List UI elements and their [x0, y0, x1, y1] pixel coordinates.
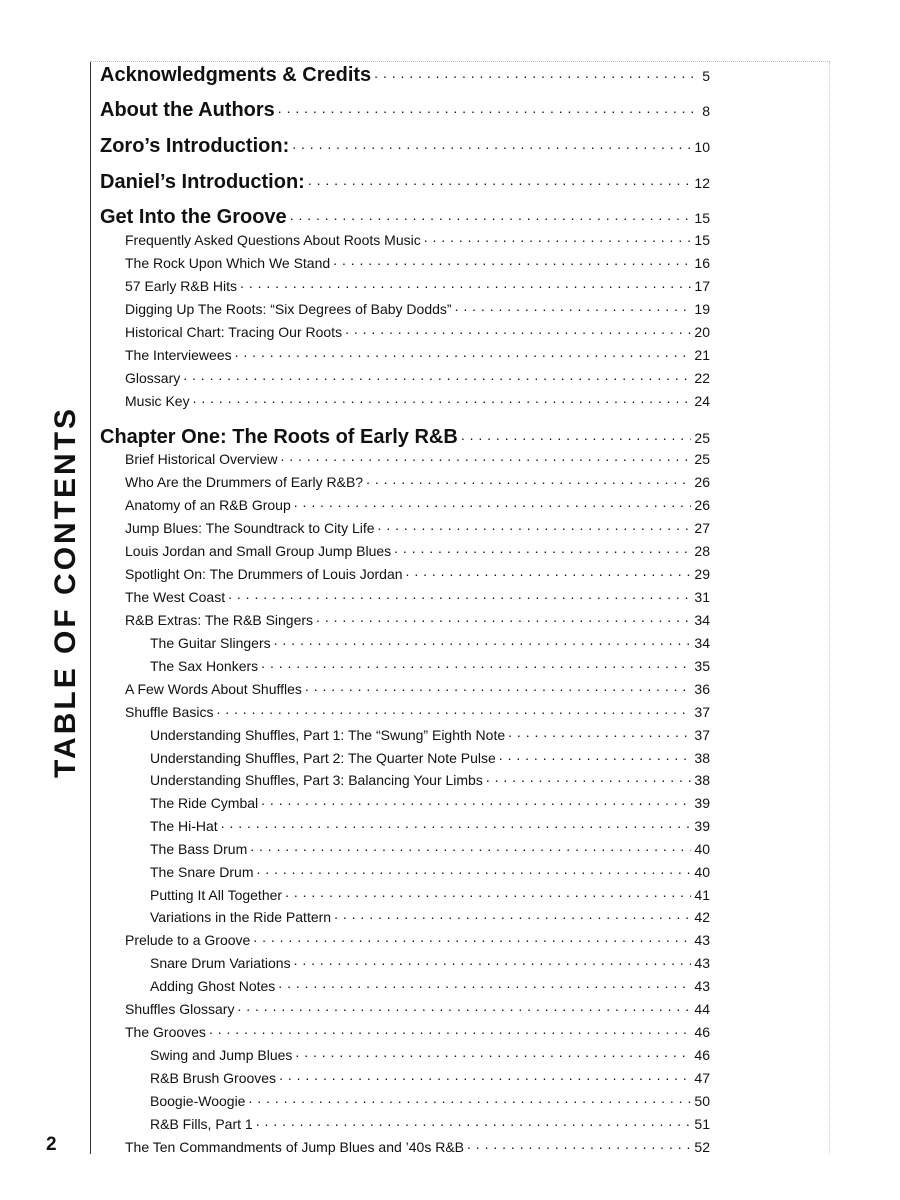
dot-leader [183, 369, 691, 383]
toc-entry-page: 39 [694, 818, 710, 834]
toc-entry[interactable] [125, 542, 710, 559]
toc-entry[interactable] [150, 657, 710, 674]
toc-entry-page: 28 [694, 543, 710, 559]
toc-entry-page: 46 [694, 1024, 710, 1040]
toc-entry-page: 5 [702, 68, 710, 84]
toc-entry-page: 47 [694, 1070, 710, 1086]
dot-leader [256, 863, 691, 877]
dot-leader [486, 771, 692, 785]
toc-entry-page: 46 [694, 1047, 710, 1063]
dot-leader [424, 231, 692, 245]
dot-leader [209, 1023, 691, 1037]
dot-leader [250, 840, 691, 854]
toc-entry-title: The Hi-Hat [150, 818, 218, 834]
toc-entry[interactable] [125, 392, 710, 409]
toc-entry-page: 24 [694, 393, 710, 409]
toc-entry-page: 26 [694, 497, 710, 513]
toc-entry-title: The Snare Drum [150, 864, 254, 880]
toc-entry-page: 40 [694, 841, 710, 857]
toc-entry-title: The Ride Cymbal [150, 795, 259, 811]
toc-entry[interactable] [150, 908, 710, 925]
toc-entry-title: Variations in the Ride Pattern [150, 909, 332, 925]
toc-entry[interactable] [150, 886, 710, 903]
dot-leader [248, 1092, 691, 1106]
dot-leader [221, 817, 692, 831]
toc-entry-page: 27 [694, 520, 710, 536]
toc-entry-page: 25 [694, 451, 710, 467]
toc-entry-title: Boogie-Woogie [150, 1093, 246, 1109]
toc-entry-title: Understanding Shuffles, Part 2: The Quarter Note Pulse [150, 750, 496, 766]
dot-leader [292, 132, 691, 152]
dot-leader [508, 726, 691, 740]
dot-leader [345, 323, 691, 337]
toc-entry-page: 41 [694, 887, 710, 903]
toc-entry-page: 8 [702, 103, 710, 119]
toc-entry-acknowledgments[interactable] [100, 61, 710, 87]
dot-leader [278, 96, 699, 116]
toc-entry-title: The Guitar Slingers [150, 635, 271, 651]
toc-entry-page: 38 [694, 750, 710, 766]
toc-entry-title: The Interviewees [125, 347, 232, 363]
toc-entry-page: 43 [694, 978, 710, 994]
toc-entry-page: 12 [694, 175, 710, 191]
toc-entry-title: The Grooves [125, 1024, 206, 1040]
toc-entry-page: 40 [694, 864, 710, 880]
toc-entry-title: The Ten Commandments of Jump Blues and ’40s R&B [125, 1139, 465, 1155]
dot-leader [499, 749, 692, 763]
toc-entry-page: 36 [694, 681, 710, 697]
toc-entry-title: The Bass Drum [150, 841, 248, 857]
dot-leader [467, 1138, 691, 1152]
toc-entry-title: About the Authors [100, 99, 275, 121]
toc-entry-page: 52 [694, 1139, 710, 1155]
toc-entry-title: Chapter One: The Roots of Early R&B [100, 426, 458, 448]
toc-entry-title: Jump Blues: The Soundtrack to City Life [125, 520, 375, 536]
dot-leader [455, 300, 692, 314]
toc-entry[interactable] [125, 519, 710, 536]
toc-entry[interactable] [125, 254, 710, 271]
toc-entry-page: 38 [694, 772, 710, 788]
dot-leader [278, 977, 691, 991]
toc-entry-title: Swing and Jump Blues [150, 1047, 293, 1063]
toc-entry-title: Snare Drum Variations [150, 955, 291, 971]
toc-entry-title: Understanding Shuffles, Part 3: Balancing Your Limbs [150, 772, 483, 788]
dot-leader [366, 473, 691, 487]
dot-leader [285, 886, 691, 900]
dot-leader [394, 542, 691, 556]
toc-entry-page: 50 [694, 1093, 710, 1109]
toc-entry-title: R&B Brush Grooves [150, 1070, 277, 1086]
toc-entry-title: Spotlight On: The Drummers of Louis Jordan [125, 566, 403, 582]
toc-entry-title: Understanding Shuffles, Part 1: The “Swung” Eighth Note [150, 727, 506, 743]
toc-entry-title: Putting It All Together [150, 887, 283, 903]
toc-entry[interactable] [125, 496, 710, 513]
toc-entry-title: Historical Chart: Tracing Our Roots [125, 324, 343, 340]
toc-entry-page: 26 [694, 474, 710, 490]
toc-entry-page: 43 [694, 932, 710, 948]
dot-leader [295, 1046, 691, 1060]
toc-entry-title: Adding Ghost Notes [150, 978, 276, 994]
toc-entry[interactable] [125, 680, 710, 697]
toc-entry[interactable] [125, 300, 710, 317]
toc-entry[interactable] [125, 450, 710, 467]
toc-entry-title: Get Into the Groove [100, 206, 287, 228]
toc-entry-title: The West Coast [125, 589, 226, 605]
dot-leader [256, 1115, 692, 1129]
toc-entry-title: R&B Extras: The R&B Singers [125, 612, 314, 628]
dot-leader [308, 168, 692, 188]
toc-entry[interactable] [125, 369, 710, 386]
toc-entry-title: The Sax Honkers [150, 658, 259, 674]
toc-entry-title: Daniel’s Introduction: [100, 171, 305, 193]
toc-entry[interactable] [125, 588, 710, 605]
toc-entry-title: Anatomy of an R&B Group [125, 497, 291, 513]
toc-entry-title: Who Are the Drummers of Early R&B? [125, 474, 364, 490]
toc-entry-title: A Few Words About Shuffles [125, 681, 302, 697]
dot-leader [374, 61, 699, 81]
dot-leader [334, 908, 691, 922]
toc-entry-title: Prelude to a Groove [125, 932, 251, 948]
toc-entry-title: Louis Jordan and Small Group Jump Blues [125, 543, 392, 559]
toc-entry[interactable] [125, 1138, 710, 1155]
dot-leader [228, 588, 691, 602]
toc-entry-title: Shuffles Glossary [125, 1001, 235, 1017]
toc-entry-page: 15 [694, 232, 710, 248]
toc-entry[interactable] [150, 1046, 710, 1063]
toc-entry-title: Brief Historical Overview [125, 451, 278, 467]
dot-leader [216, 703, 691, 717]
dot-leader [261, 657, 691, 671]
toc-entry-page: 17 [694, 278, 710, 294]
toc-entry[interactable] [150, 817, 710, 834]
toc-entry[interactable] [150, 954, 710, 971]
toc-entry-page: 22 [694, 370, 710, 386]
dot-leader [378, 519, 692, 533]
toc-entry[interactable] [125, 473, 710, 490]
toc-entry[interactable] [125, 323, 710, 340]
toc-entry-about-authors[interactable] [100, 96, 710, 122]
toc-entry-page: 37 [694, 704, 710, 720]
toc-entry[interactable] [150, 726, 710, 743]
toc-entry-get-into-groove[interactable] [100, 203, 710, 229]
toc-entry-page: 37 [694, 727, 710, 743]
dot-leader [461, 423, 692, 443]
toc-entry-page: 16 [694, 255, 710, 271]
toc-entry-title: The Rock Upon Which We Stand [125, 255, 331, 271]
toc-entry-title: Music Key [125, 393, 190, 409]
toc-entry-page: 42 [694, 909, 710, 925]
toc-entry-page: 20 [694, 324, 710, 340]
toc-entry-title: 57 Early R&B Hits [125, 278, 238, 294]
dot-leader [237, 1000, 691, 1014]
left-divider [90, 62, 91, 1154]
toc-entry[interactable] [150, 634, 710, 651]
dot-leader [305, 680, 692, 694]
dot-leader [261, 794, 691, 808]
toc-entry-daniel-intro[interactable] [100, 168, 710, 194]
toc-entry-page: 25 [694, 430, 710, 446]
toc-entry-page: 43 [694, 955, 710, 971]
toc-entry[interactable] [150, 1092, 710, 1109]
dot-leader [333, 254, 691, 268]
dot-leader [240, 277, 691, 291]
toc-entry-page: 29 [694, 566, 710, 582]
toc-entry-page: 21 [694, 347, 710, 363]
toc-entry[interactable] [150, 771, 710, 788]
toc-entry[interactable] [150, 863, 710, 880]
toc-entry-page: 34 [694, 635, 710, 651]
dot-leader [274, 634, 692, 648]
dot-leader [290, 203, 692, 223]
toc-entry-page: 31 [694, 589, 710, 605]
toc-entry-page: 10 [694, 139, 710, 155]
toc-entry[interactable] [150, 749, 710, 766]
page-number: 2 [46, 1134, 57, 1155]
dot-leader [235, 346, 692, 360]
toc-entry[interactable] [125, 346, 710, 363]
toc-entry-chapter-one[interactable] [100, 423, 710, 449]
toc-entry-title: Frequently Asked Questions About Roots Music [125, 232, 421, 248]
dot-leader [193, 392, 692, 406]
toc-entry[interactable] [125, 231, 710, 248]
toc-entry-page: 34 [694, 612, 710, 628]
dot-leader [279, 1069, 691, 1083]
toc-entry[interactable] [125, 1023, 710, 1040]
toc-entry-page: 15 [694, 210, 710, 226]
toc-entry-title: R&B Fills, Part 1 [150, 1116, 253, 1132]
toc-entry[interactable] [150, 794, 710, 811]
toc-entry-zoro-intro[interactable] [100, 132, 710, 158]
toc-entry-page: 39 [694, 795, 710, 811]
toc-entry[interactable] [125, 703, 710, 720]
toc-entry-page: 19 [694, 301, 710, 317]
dot-leader [316, 611, 691, 625]
toc-entry-title: Acknowledgments & Credits [100, 64, 372, 86]
dot-leader [294, 954, 692, 968]
toc-entry-page: 44 [694, 1001, 710, 1017]
toc-entry[interactable] [150, 1069, 710, 1086]
toc-entry[interactable] [150, 977, 710, 994]
dot-leader [253, 931, 691, 945]
toc-entry-title: Digging Up The Roots: “Six Degrees of Baby Dodds” [125, 301, 452, 317]
toc-entry-page: 51 [694, 1116, 710, 1132]
toc-entry-title: Shuffle Basics [125, 704, 214, 720]
dot-leader [406, 565, 692, 579]
toc-entry[interactable] [150, 1115, 710, 1132]
toc-entry[interactable] [125, 931, 710, 948]
dot-leader [294, 496, 692, 510]
dot-leader [280, 450, 691, 464]
toc-entry[interactable] [125, 1000, 710, 1017]
toc-entry[interactable] [125, 611, 710, 628]
toc-entry-page: 35 [694, 658, 710, 674]
toc-entry-title: Glossary [125, 370, 181, 386]
toc-entry[interactable] [125, 565, 710, 582]
right-divider [829, 62, 830, 1154]
toc-entry[interactable] [125, 277, 710, 294]
toc-entry-title: Zoro’s Introduction: [100, 135, 290, 157]
side-title: TABLE OF CONTENTS [49, 405, 82, 779]
toc-entry[interactable] [150, 840, 710, 857]
